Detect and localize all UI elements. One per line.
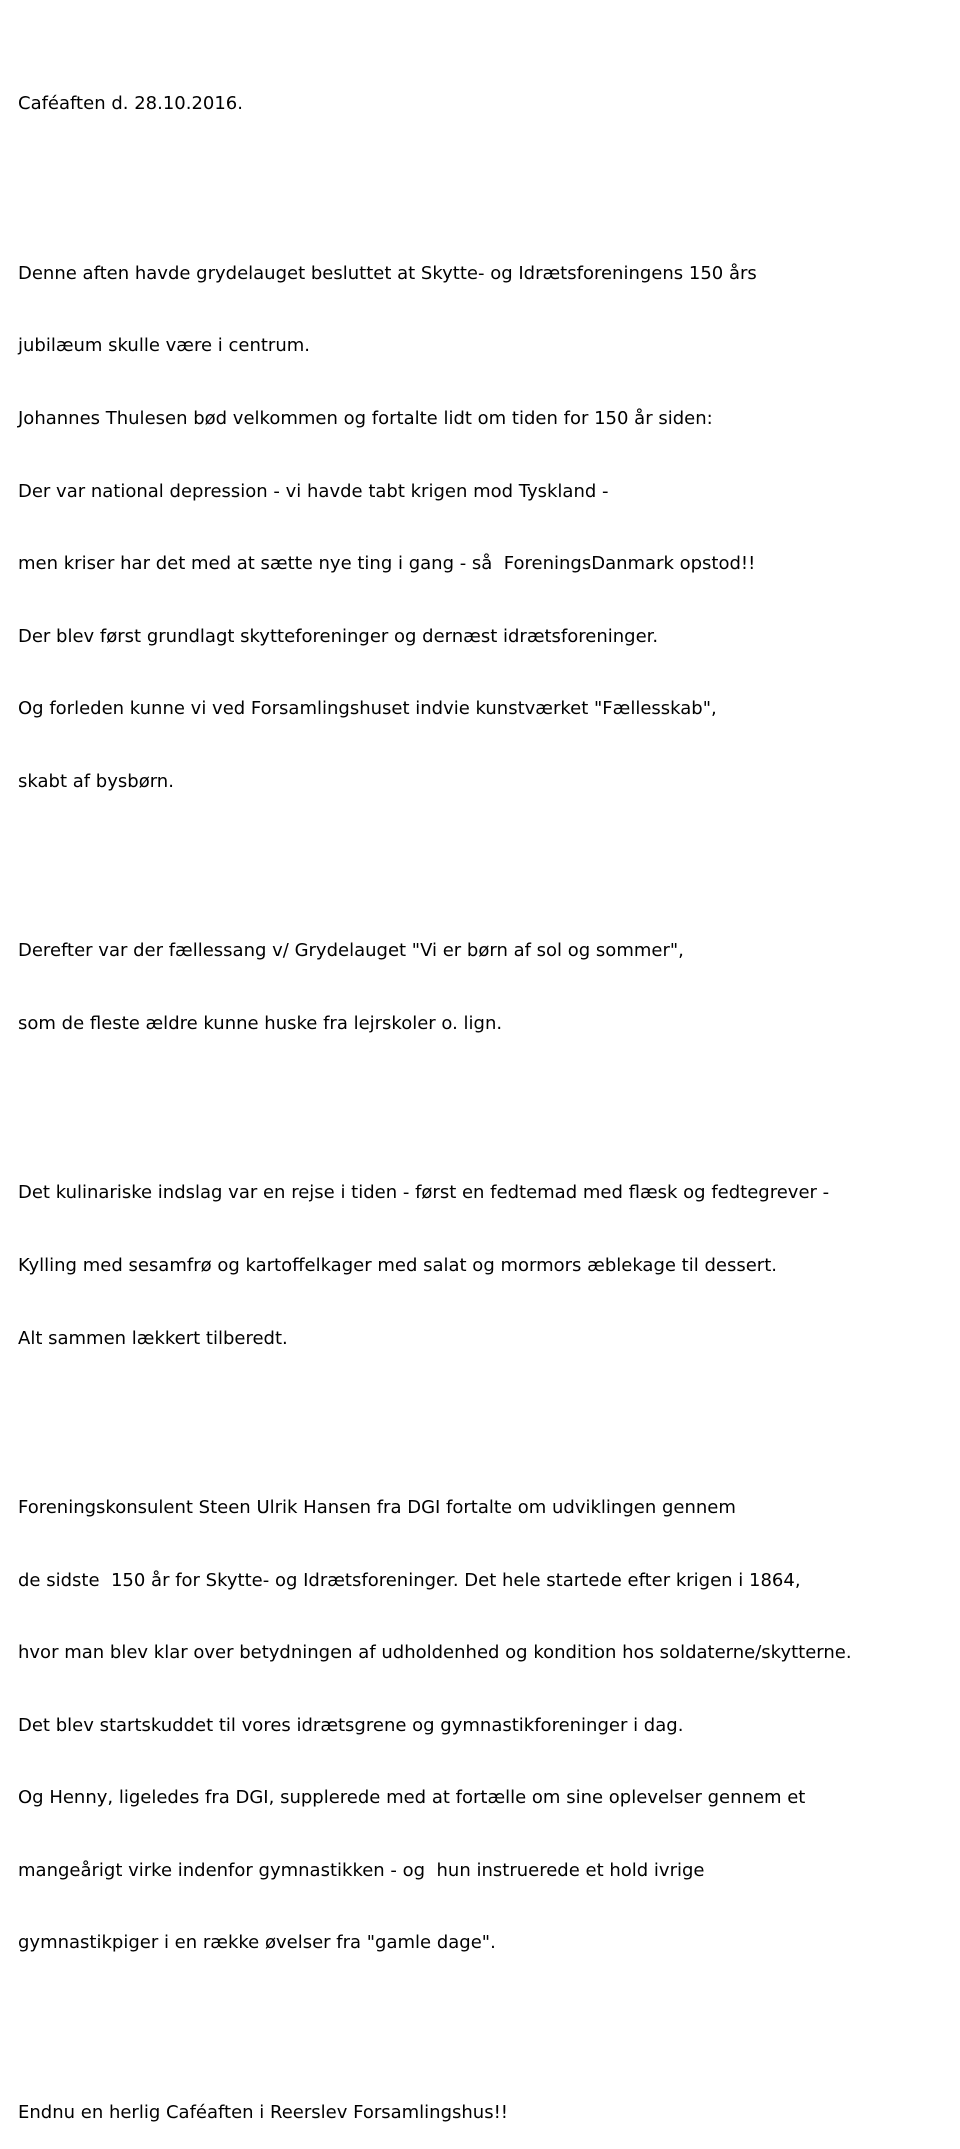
text-line: Derefter var der fællessang v/ Grydelauget "Vi er børn af sol og sommer",	[18, 940, 684, 962]
paragraph-spacer	[18, 843, 948, 867]
text-line: Der blev først grundlagt skytteforeninger og dernæst idrætsforeninger.	[18, 625, 659, 647]
closing-line: Endnu en herlig Caféaften i Reerslev Forsamlingshus!!	[18, 2101, 509, 2123]
document-body	[18, 44, 948, 2149]
paragraph-spacer	[18, 2004, 948, 2028]
text-line: jubilæum skulle være i centrum.	[18, 335, 310, 357]
paragraph-spacer	[18, 1399, 948, 1423]
text-line: Og forleden kunne vi ved Forsamlingshuset indvie kunstværket "Fællesskab",	[18, 698, 717, 720]
text-line: hvor man blev klar over betydningen af udholdenhed og kondition hos soldaterne/skytterne.	[18, 1642, 852, 1664]
text-line: de sidste 150 år for Skytte- og Idrætsforeninger. Det hele startede efter krigen i 1864,	[18, 1569, 801, 1591]
text-line: som de fleste ældre kunne huske fra lejrskoler o. lign.	[18, 1012, 503, 1034]
text-line: Johannes Thulesen bød velkommen og fortalte lidt om tiden for 150 år siden:	[18, 407, 713, 429]
paragraph-spacer	[18, 165, 948, 189]
text-line: gymnastikpiger i en række øvelser fra "gamle dage".	[18, 1932, 496, 1954]
text-line: mangeårigt virke indenfor gymnastikken - og hun instruerede et hold ivrige	[18, 1859, 705, 1881]
text-line: Denne aften havde grydelauget besluttet at Skytte- og Idrætsforeningens 150 års	[18, 262, 757, 284]
text-line: Og Henny, ligeledes fra DGI, supplerede med at fortælle om sine oplevelser gennem et	[18, 1787, 806, 1809]
text-line: Der var national depression - vi havde tabt krigen mod Tyskland -	[18, 480, 609, 502]
text-line: men kriser har det med at sætte nye ting i gang - så ForeningsDanmark opstod!!	[18, 553, 756, 575]
text-line: Det kulinariske indslag var en rejse i tiden - først en fedtemad med flæsk og fedtegrever -	[18, 1182, 830, 1204]
document-title: Caféaften d. 28.10.2016.	[18, 93, 243, 115]
text-line: Kylling med sesamfrø og kartoffelkager med salat og mormors æblekage til dessert.	[18, 1254, 777, 1276]
text-line: skabt af bysbørn.	[18, 770, 174, 792]
text-line: Alt sammen lækkert tilberedt.	[18, 1327, 288, 1349]
text-line: Foreningskonsulent Steen Ulrik Hansen fra DGI fortalte om udviklingen gennem	[18, 1496, 736, 1518]
text-line: Det blev startskuddet til vores idrætsgrene og gymnastikforeninger i dag.	[18, 1714, 684, 1736]
paragraph-spacer	[18, 1085, 948, 1109]
